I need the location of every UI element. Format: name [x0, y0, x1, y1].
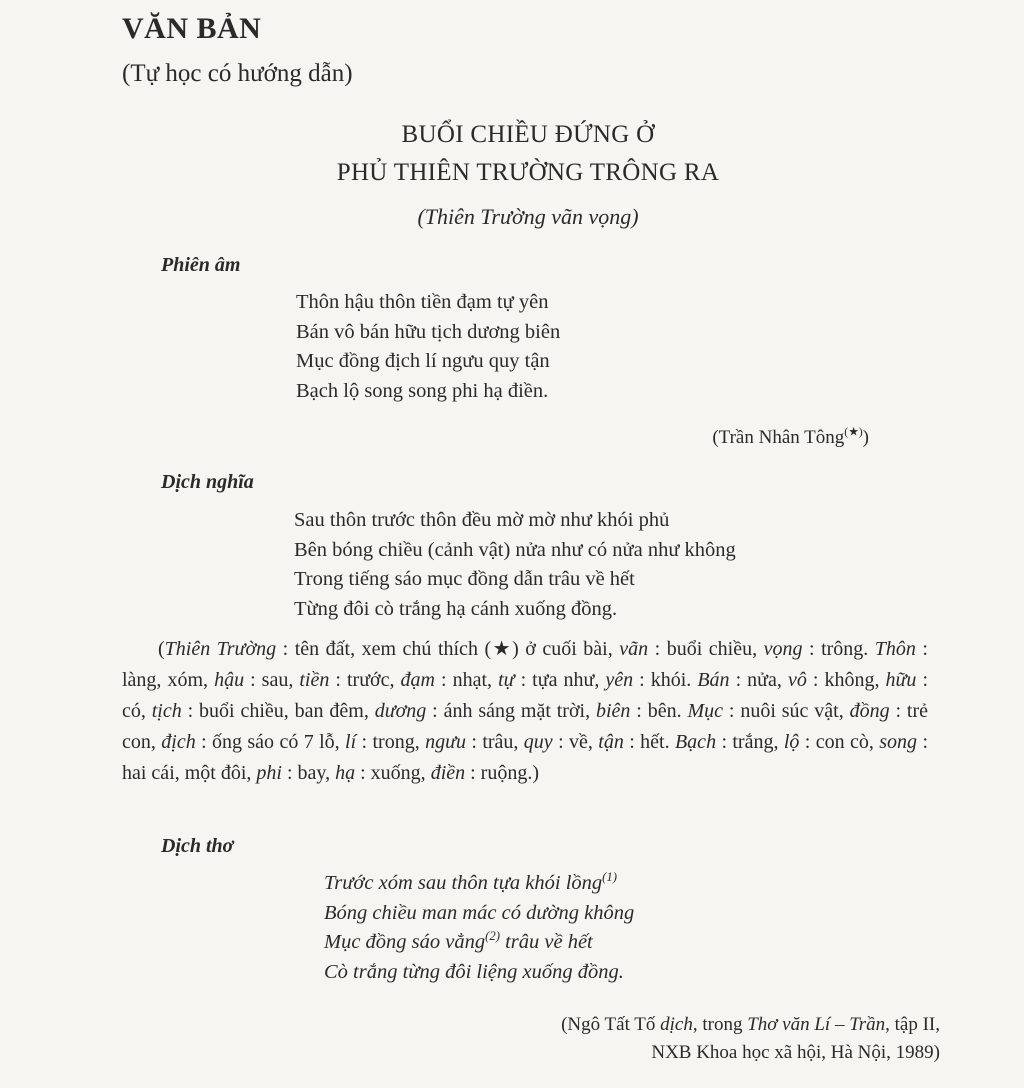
glossary-term: Bán — [697, 669, 730, 691]
glossary-term: Bạch — [674, 731, 717, 753]
poem-title-line-1: BUỔI CHIỀU ĐỨNG Ở — [401, 121, 655, 148]
poem-original-title: (Thiên Trường vãn vọng) — [417, 204, 639, 229]
credit-mid: , trong — [692, 1014, 748, 1035]
footnote-marker: (1) — [602, 870, 617, 885]
phien-am-line: Mục đồng địch lí ngưu quy tận — [296, 350, 550, 372]
glossary-term: phi — [256, 762, 282, 784]
glossary-term: song — [879, 731, 918, 753]
glossary-term: vọng — [763, 638, 803, 660]
credit-dich: dịch — [660, 1014, 693, 1035]
section-subtitle: (Tự học có hướng dẫn) — [122, 60, 353, 87]
author-close: ) — [862, 427, 869, 448]
glossary-definition: : có, — [122, 669, 928, 722]
glossary-definition: : hai cái, một đôi, — [122, 731, 929, 784]
phien-am-line: Thôn hậu thôn tiền đạm tự yên — [296, 291, 549, 313]
glossary-definition: : nuôi súc vật, — [723, 700, 850, 722]
glossary-definition: : không, — [806, 669, 886, 691]
author-attribution — [712, 427, 869, 449]
glossary-term: đồng — [849, 700, 890, 722]
section-title: VĂN BẢN — [122, 12, 262, 45]
glossary-definition: : trắng, — [716, 731, 784, 753]
dich-tho-line: Bóng chiều man mác có dường không — [324, 901, 635, 924]
phien-am-heading: Phiên âm — [161, 254, 241, 276]
author-name: (Trần Nhân Tông — [712, 427, 845, 448]
dich-tho-line-text: Mục đồng sáo vẳng — [324, 931, 486, 953]
glossary-term: đạm — [400, 669, 435, 691]
dich-nghia-verse — [294, 506, 736, 624]
translation-credit-line-2: NXB Khoa học xã hội, Hà Nội, 1989) — [651, 1042, 940, 1063]
glossary-term: ngưu — [425, 731, 466, 753]
glossary-definition: : buổi chiều, ban đêm, — [181, 700, 375, 722]
glossary-term: dương — [374, 700, 427, 722]
glossary-definition: : ống sáo có 7 lỗ, — [195, 731, 346, 753]
glossary-definition: : nửa, — [729, 669, 788, 691]
glossary-term: hữu — [885, 669, 917, 691]
glossary-definition: : con cò, — [799, 731, 880, 753]
dich-tho-line-text: Trước xóm sau thôn tựa khói lồng — [324, 872, 603, 894]
glossary-definition: : về, — [552, 731, 599, 753]
glossary-term: vãn — [619, 638, 649, 660]
dich-tho-line: Cò trắng từng đôi liệng xuống đồng. — [324, 960, 624, 983]
glossary-term: quy — [523, 731, 553, 753]
glossary-term: tịch — [151, 700, 182, 722]
glossary-term: biên — [595, 700, 631, 722]
glossary-definition: : trông. — [802, 638, 875, 660]
glossary-term: lộ — [783, 731, 800, 753]
dich-tho-line — [324, 869, 634, 899]
glossary-term: điền — [430, 762, 466, 784]
glossary-definition: : xuống, — [355, 762, 431, 784]
glossary-definition: : tên đất, xem chú thích (★) ở cuối bài, — [276, 638, 620, 660]
translation-credit — [561, 1014, 940, 1036]
glossary-definition: : bên. — [630, 700, 688, 722]
glossary-definition: : hết. — [623, 731, 675, 753]
dich-nghia-line: Từng đôi cò trắng hạ cánh xuống đồng. — [294, 597, 618, 620]
credit-tail: , tập II, — [885, 1014, 940, 1035]
dich-tho-verse — [324, 869, 634, 987]
glossary-term: hậu — [214, 669, 245, 691]
dich-nghia-line: Trong tiếng sáo mục đồng dẫn trâu về hết — [294, 568, 635, 590]
glossary-definition: : buổi chiều, — [648, 638, 764, 660]
footnote-marker: (2) — [485, 929, 500, 944]
glossary-term: tự — [498, 669, 515, 691]
glossary-definition: : trong, — [356, 731, 426, 753]
phien-am-line: Bán vô bán hữu tịch dương biên — [296, 320, 561, 343]
glossary-definition: : bay, — [281, 762, 336, 784]
phien-am-line: Bạch lộ song song phi hạ điền. — [296, 379, 549, 402]
dich-tho-line — [324, 928, 634, 958]
glossary-term: vô — [787, 669, 807, 691]
glossary-term: hạ — [335, 762, 356, 784]
glossary-definition: : trước, — [329, 669, 401, 691]
credit-open: (Ngô Tất Tố — [561, 1014, 661, 1035]
glossary-definition: : làng, xóm, — [122, 638, 928, 691]
glossary-definition: : nhạt, — [435, 669, 499, 691]
credit-book: Thơ văn Lí – Trần — [747, 1014, 886, 1035]
glossary-term: Thôn — [874, 638, 916, 660]
dich-nghia-line: Bên bóng chiều (cảnh vật) nửa như có nửa như không — [294, 538, 736, 561]
glossary-term: địch — [161, 731, 196, 753]
glossary-definition: : ánh sáng mặt trời, — [426, 700, 596, 722]
dich-nghia-heading: Dịch nghĩa — [161, 471, 254, 493]
author-footnote-mark: (★) — [844, 425, 863, 439]
glossary-term: yên — [605, 669, 634, 691]
glossary-definition: : sau, — [244, 669, 300, 691]
glossary-term: tận — [598, 731, 624, 753]
glossary-term: lí — [345, 731, 357, 753]
glossary-definition: : ruộng.) — [465, 762, 540, 784]
dich-tho-heading: Dịch thơ — [161, 835, 234, 857]
glossary-definition: : khói. — [633, 669, 698, 691]
glossary-notes — [122, 634, 928, 789]
phien-am-verse — [296, 288, 560, 406]
glossary-definition: ( — [158, 638, 165, 660]
glossary-definition: : trẻ con, — [122, 700, 929, 753]
glossary-term: tiền — [299, 669, 330, 691]
dich-tho-line-rest: trâu về hết — [499, 931, 593, 953]
poem-title-line-2: PHỦ THIÊN TRƯỜNG TRÔNG RA — [336, 159, 720, 186]
glossary-definition: : trâu, — [466, 731, 524, 753]
glossary-term: Thiên Trường — [164, 638, 277, 660]
glossary-term: Mục — [687, 700, 724, 722]
dich-nghia-line: Sau thôn trước thôn đều mờ mờ như khói phủ — [294, 509, 670, 531]
glossary-definition: : tựa như, — [514, 669, 606, 691]
